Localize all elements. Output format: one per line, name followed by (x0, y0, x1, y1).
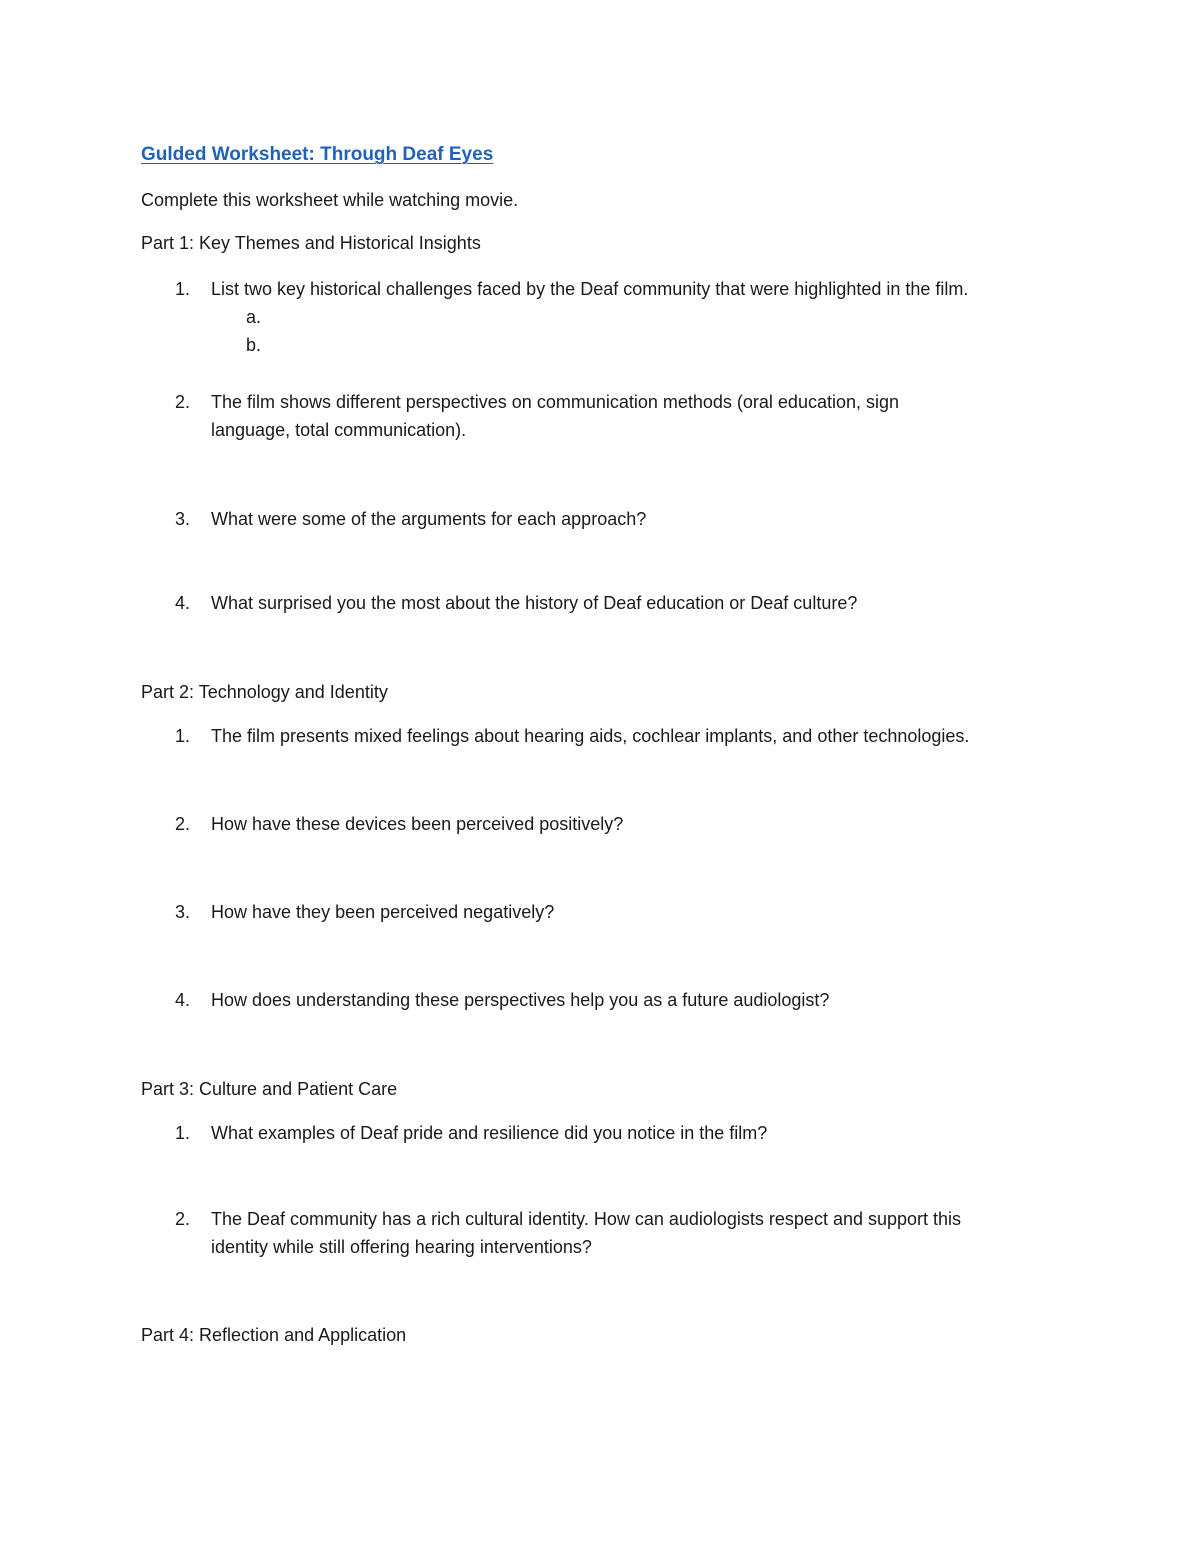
part-2-item-3-number: 3. (174, 902, 190, 922)
instructions-text: Complete this worksheet while watching movie. (141, 190, 519, 210)
part-1-item-4-number: 4. (174, 593, 190, 613)
part-1-item-1-subitem-b: b. (246, 335, 262, 355)
part-1-item-1-subitem-a: a. (246, 307, 262, 327)
part-1-item-1-text: List two key historical challenges faced by the Deaf community that were highlighted in the film. (211, 279, 969, 299)
part-1-item-3-text: What were some of the arguments for each approach? (211, 509, 647, 529)
part-1-heading: Part 1: Key Themes and Historical Insights (141, 233, 481, 253)
part-1-item-3-number: 3. (174, 509, 190, 529)
part-2-item-2-number: 2. (174, 814, 190, 834)
part-1-item-2-line-1: The film shows different perspectives on communication methods (oral education, sign (211, 392, 900, 412)
part-3-item-2-line-1: The Deaf community has a rich cultural identity. How can audiologists respect and support this (211, 1209, 962, 1229)
part-3-item-1-number: 1. (174, 1123, 190, 1143)
part-3-item-2-line-2: identity while still offering hearing interventions? (211, 1237, 592, 1257)
part-3-heading: Part 3: Culture and Patient Care (141, 1079, 398, 1099)
part-2-item-4-text: How does understanding these perspectives help you as a future audiologist? (211, 990, 830, 1010)
part-2-item-1-number: 1. (174, 726, 190, 746)
part-1-item-1-number: 1. (174, 279, 190, 299)
part-2-item-3-text: How have they been perceived negatively? (211, 902, 555, 922)
part-2-item-2-text: How have these devices been perceived positively? (211, 814, 624, 834)
part-3-item-2-number: 2. (174, 1209, 190, 1229)
part-2-heading: Part 2: Technology and Identity (141, 682, 388, 702)
part-3-item-1-text: What examples of Deaf pride and resilience did you notice in the film? (211, 1123, 768, 1143)
part-2-item-1-text: The film presents mixed feelings about hearing aids, cochlear implants, and other technologies. (211, 726, 970, 746)
part-1-item-4-text: What surprised you the most about the history of Deaf education or Deaf culture? (211, 593, 858, 613)
document-title: Gulded Worksheet: Through Deaf Eyes (141, 144, 494, 165)
part-2-item-4-number: 4. (174, 990, 190, 1010)
part-1-item-2-line-2: language, total communication). (211, 420, 467, 440)
part-4-heading: Part 4: Reflection and Application (141, 1325, 407, 1345)
part-1-item-2-number: 2. (174, 392, 190, 412)
